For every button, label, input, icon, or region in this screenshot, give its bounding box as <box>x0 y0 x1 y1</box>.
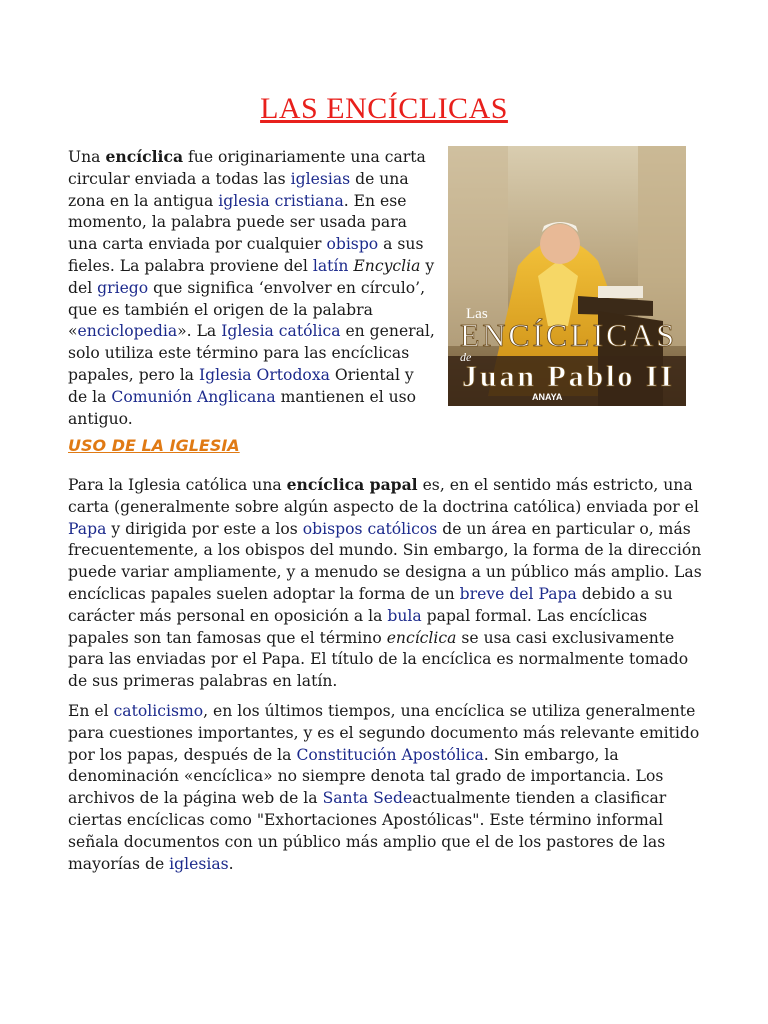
cover-publisher: ANAYA <box>532 392 563 402</box>
link-obispo[interactable]: obispo <box>326 235 379 254</box>
intro-paragraph: Una encíclica fue originariamente una carta circular enviada a todas las iglesias de una zona en la antigua iglesia cristiana. En ese momento, la palabra puede ser usada para una carta enviada por cualquier obispo a sus fieles. La palabra proviene del latín Encyclia y del griego que significa ‘envolver en círculo’, que es también el origen de la palabra «enciclopedia». La Iglesia católica en general, solo utiliza este término para las encíclicas papales, pero la Iglesia Ortodoxa Oriental y de la Comunión Anglicana mantienen el uso antiguo. <box>68 147 435 428</box>
link-breve-del-papa[interactable]: breve del Papa <box>459 584 577 603</box>
link-santa-sede[interactable]: Santa Sede <box>322 789 413 808</box>
paragraph-catolicismo: En el catolicismo, en los últimos tiempos, una encíclica se utiliza generalmente para cuestiones importantes, y es el segundo documento más relevante emitido por los papas, después de la Constitución Apostólica. Sin embargo, la denominación «encíclica» no siempre denota tal grado de importancia. Los archivos de la página web de la Santa Sedeactualmente tienden a clasificar ciertas encíclicas como "Exhortaciones Apostólicas". Este término informal señala documentos con un público más amplio que el de los pastores de las mayorías de iglesias. <box>68 702 700 873</box>
link-iglesia-cristiana[interactable]: iglesia cristiana <box>218 191 344 210</box>
link-enciclopedia[interactable]: enciclopedia <box>77 322 178 341</box>
book-cover-image <box>448 146 686 406</box>
section-heading-uso-iglesia: USO DE LA IGLESIA <box>68 436 240 455</box>
link-comunion-anglicana[interactable]: Comunión Anglicana <box>111 387 276 406</box>
link-obispos-catolicos[interactable]: obispos católicos <box>302 519 438 538</box>
italic-term: Encyclia <box>353 256 421 275</box>
cover-line-las: Las <box>466 306 488 322</box>
cover-line-de: de <box>460 350 472 364</box>
link-latin[interactable]: latín <box>312 256 349 275</box>
link-papa[interactable]: Papa <box>68 519 107 538</box>
cover-line-juan-pablo: Juan Pablo II <box>462 360 672 393</box>
bold-term: encíclica <box>105 147 184 166</box>
italic-term: encíclica <box>386 628 457 647</box>
book-cover-illustration <box>448 146 686 406</box>
link-constitucion-apostolica[interactable]: Constitución Apostólica <box>296 745 484 764</box>
link-griego[interactable]: griego <box>97 278 149 297</box>
cover-line-enciclicas: ENCÍCLICAS <box>460 317 674 353</box>
link-iglesias[interactable]: iglesias <box>290 169 351 188</box>
page-title: LAS ENCÍCLICAS <box>260 92 508 125</box>
link-catolicismo[interactable]: catolicismo <box>113 702 204 720</box>
link-iglesia-ortodoxa[interactable]: Iglesia Ortodoxa <box>198 365 330 384</box>
bold-term: encíclica papal <box>286 475 418 494</box>
link-iglesia-catolica[interactable]: Iglesia católica <box>221 322 341 341</box>
link-bula[interactable]: bula <box>387 606 422 625</box>
link-iglesias[interactable]: iglesias <box>169 854 229 873</box>
paragraph-encíclica-papal: Para la Iglesia católica una encíclica papal es, en el sentido más estricto, una carta (generalmente sobre algún aspecto de la doctrina católica) enviada por el Papa y dirigida por este a los obispos católicos de un área en particular o, más frecuentemente, a los obispos del mundo. Sin embargo, la forma de la dirección puede variar ampliamente, y a menudo se designa a un público más amplio. Las encíclicas papales suelen adoptar la forma de un breve del Papa debido a su carácter más personal en oposición a la bula papal formal. Las encíclicas papales son tan famosas que el término encíclica se usa casi exclusivamente para las enviadas por el Papa. El título de la encíclica es normalmente tomado de sus primeras palabras en latín. <box>68 475 702 691</box>
